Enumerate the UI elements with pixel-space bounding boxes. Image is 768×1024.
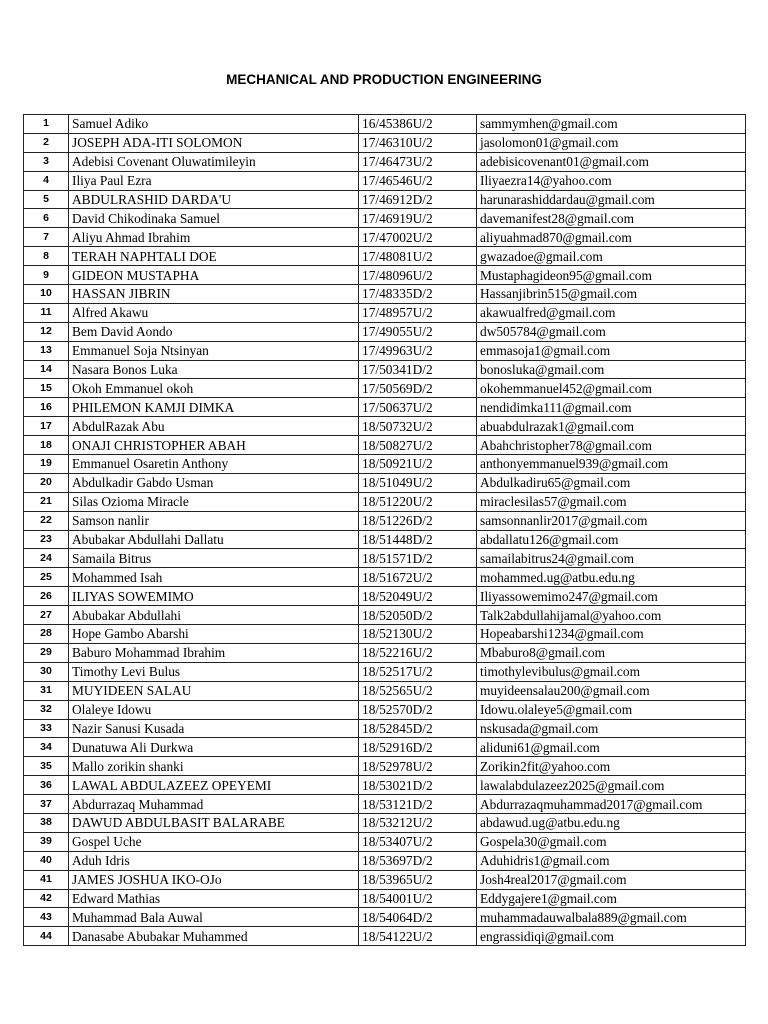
student-email: Gospela30@gmail.com <box>477 832 746 851</box>
registration-number: 18/51448D/2 <box>359 530 477 549</box>
registration-number: 17/49963U/2 <box>359 341 477 360</box>
row-number: 29 <box>24 643 69 662</box>
student-email: harunarashiddardau@gmail.com <box>477 190 746 209</box>
table-row <box>24 190 746 209</box>
registration-number: 17/48335D/2 <box>359 285 477 304</box>
registration-number: 18/54122U/2 <box>359 927 477 946</box>
registration-number: 18/51220U/2 <box>359 492 477 511</box>
registration-number: 18/52565U/2 <box>359 681 477 700</box>
student-name: Olaleye Idowu <box>69 700 359 719</box>
registration-number: 18/51672U/2 <box>359 568 477 587</box>
table-row <box>24 247 746 266</box>
row-number: 1 <box>24 115 69 134</box>
row-number: 5 <box>24 190 69 209</box>
row-number: 17 <box>24 417 69 436</box>
registration-number: 18/53965U/2 <box>359 870 477 889</box>
registration-number: 18/53121D/2 <box>359 795 477 814</box>
student-name: Emmanuel Osaretin Anthony <box>69 455 359 474</box>
row-number: 16 <box>24 398 69 417</box>
registration-number: 17/46919U/2 <box>359 209 477 228</box>
table-row <box>24 587 746 606</box>
registration-number: 18/52978U/2 <box>359 757 477 776</box>
registration-number: 18/51571D/2 <box>359 549 477 568</box>
row-number: 24 <box>24 549 69 568</box>
student-name: Emmanuel Soja Ntsinyan <box>69 341 359 360</box>
student-name: Samson nanlir <box>69 511 359 530</box>
row-number: 11 <box>24 303 69 322</box>
registration-number: 18/53697D/2 <box>359 851 477 870</box>
student-email: abdawud.ug@atbu.edu.ng <box>477 813 746 832</box>
student-name: Nasara Bonos Luka <box>69 360 359 379</box>
registration-number: 17/47002U/2 <box>359 228 477 247</box>
student-email: Zorikin2fit@yahoo.com <box>477 757 746 776</box>
student-name: Abubakar Abdullahi <box>69 606 359 625</box>
student-email: adebisicovenant01@gmail.com <box>477 152 746 171</box>
row-number: 3 <box>24 152 69 171</box>
student-name: Timothy Levi Bulus <box>69 662 359 681</box>
table-row <box>24 511 746 530</box>
row-number: 9 <box>24 266 69 285</box>
table-row <box>24 662 746 681</box>
table-row <box>24 398 746 417</box>
row-number: 14 <box>24 360 69 379</box>
student-email: timothylevibulus@gmail.com <box>477 662 746 681</box>
registration-number: 18/51049U/2 <box>359 473 477 492</box>
table-row <box>24 341 746 360</box>
registration-number: 18/50732U/2 <box>359 417 477 436</box>
registration-number: 17/48096U/2 <box>359 266 477 285</box>
table-row <box>24 455 746 474</box>
student-email: miraclesilas57@gmail.com <box>477 492 746 511</box>
student-email: engrassidiqi@gmail.com <box>477 927 746 946</box>
row-number: 25 <box>24 568 69 587</box>
registration-number: 18/52916D/2 <box>359 738 477 757</box>
student-name: HASSAN JIBRIN <box>69 285 359 304</box>
registration-number: 17/46473U/2 <box>359 152 477 171</box>
registration-number: 18/50921U/2 <box>359 455 477 474</box>
student-name: Alfred Akawu <box>69 303 359 322</box>
table-row <box>24 209 746 228</box>
student-email: nskusada@gmail.com <box>477 719 746 738</box>
student-email: akawualfred@gmail.com <box>477 303 746 322</box>
table-row <box>24 473 746 492</box>
student-email: lawalabdulazeez2025@gmail.com <box>477 776 746 795</box>
row-number: 4 <box>24 171 69 190</box>
table-row <box>24 568 746 587</box>
row-number: 35 <box>24 757 69 776</box>
student-name: Danasabe Abubakar Muhammed <box>69 927 359 946</box>
row-number: 12 <box>24 322 69 341</box>
student-name: ONAJI CHRISTOPHER ABAH <box>69 436 359 455</box>
student-name: Abubakar Abdullahi Dallatu <box>69 530 359 549</box>
table-row <box>24 303 746 322</box>
student-name: GIDEON MUSTAPHA <box>69 266 359 285</box>
table-row <box>24 795 746 814</box>
student-email: Iliyassowemimo247@gmail.com <box>477 587 746 606</box>
row-number: 21 <box>24 492 69 511</box>
student-email: aliyuahmad870@gmail.com <box>477 228 746 247</box>
student-email: davemanifest28@gmail.com <box>477 209 746 228</box>
row-number: 32 <box>24 700 69 719</box>
student-email: Josh4real2017@gmail.com <box>477 870 746 889</box>
student-name: Samaila Bitrus <box>69 549 359 568</box>
registration-number: 18/52845D/2 <box>359 719 477 738</box>
row-number: 28 <box>24 625 69 644</box>
registration-number: 18/52049U/2 <box>359 587 477 606</box>
table-row <box>24 776 746 795</box>
student-email: muyideensalau200@gmail.com <box>477 681 746 700</box>
student-name: David Chikodinaka Samuel <box>69 209 359 228</box>
student-name: AbdulRazak Abu <box>69 417 359 436</box>
student-name: Samuel Adiko <box>69 115 359 134</box>
row-number: 18 <box>24 436 69 455</box>
student-name: TERAH NAPHTALI DOE <box>69 247 359 266</box>
row-number: 34 <box>24 738 69 757</box>
table-row <box>24 492 746 511</box>
student-email: Idowu.olaleye5@gmail.com <box>477 700 746 719</box>
student-email: Iliyaezra14@yahoo.com <box>477 171 746 190</box>
registration-number: 18/54064D/2 <box>359 908 477 927</box>
table-row <box>24 266 746 285</box>
student-name: ILIYAS SOWEMIMO <box>69 587 359 606</box>
registration-number: 18/50827U/2 <box>359 436 477 455</box>
row-number: 22 <box>24 511 69 530</box>
student-email: Eddygajere1@gmail.com <box>477 889 746 908</box>
row-number: 41 <box>24 870 69 889</box>
student-email: sammymhen@gmail.com <box>477 115 746 134</box>
student-email: samsonnanlir2017@gmail.com <box>477 511 746 530</box>
row-number: 36 <box>24 776 69 795</box>
student-email: Abdurrazaqmuhammad2017@gmail.com <box>477 795 746 814</box>
row-number: 26 <box>24 587 69 606</box>
table-row <box>24 700 746 719</box>
registration-number: 17/50341D/2 <box>359 360 477 379</box>
student-name: Adebisi Covenant Oluwatimileyin <box>69 152 359 171</box>
row-number: 30 <box>24 662 69 681</box>
student-name: JAMES JOSHUA IKO-OJo <box>69 870 359 889</box>
student-name: Abdurrazaq Muhammad <box>69 795 359 814</box>
row-number: 44 <box>24 927 69 946</box>
registration-number: 18/51226D/2 <box>359 511 477 530</box>
table-row <box>24 360 746 379</box>
student-name: LAWAL ABDULAZEEZ OPEYEMI <box>69 776 359 795</box>
student-name: DAWUD ABDULBASIT BALARABE <box>69 813 359 832</box>
table-row <box>24 549 746 568</box>
student-name: Aduh Idris <box>69 851 359 870</box>
table-row <box>24 322 746 341</box>
registration-number: 18/52570D/2 <box>359 700 477 719</box>
student-name: JOSEPH ADA-ITI SOLOMON <box>69 133 359 152</box>
row-number: 31 <box>24 681 69 700</box>
table-row <box>24 285 746 304</box>
table-row <box>24 927 746 946</box>
student-email: samailabitrus24@gmail.com <box>477 549 746 568</box>
row-number: 10 <box>24 285 69 304</box>
student-email: Mbaburo8@gmail.com <box>477 643 746 662</box>
student-name: Bem David Aondo <box>69 322 359 341</box>
table-row <box>24 152 746 171</box>
table-row <box>24 228 746 247</box>
table-row <box>24 115 746 134</box>
student-email: gwazadoe@gmail.com <box>477 247 746 266</box>
row-number: 43 <box>24 908 69 927</box>
student-name: Mallo zorikin shanki <box>69 757 359 776</box>
row-number: 19 <box>24 455 69 474</box>
student-email: mohammed.ug@atbu.edu.ng <box>477 568 746 587</box>
student-name: ABDULRASHID DARDA'U <box>69 190 359 209</box>
student-email: anthonyemmanuel939@gmail.com <box>477 455 746 474</box>
student-email: jasolomon01@gmail.com <box>477 133 746 152</box>
table-row <box>24 530 746 549</box>
row-number: 15 <box>24 379 69 398</box>
student-name: Gospel Uche <box>69 832 359 851</box>
table-row <box>24 832 746 851</box>
student-name: Hope Gambo Abarshi <box>69 625 359 644</box>
table-row <box>24 625 746 644</box>
table-row <box>24 870 746 889</box>
student-email: Hopeabarshi1234@gmail.com <box>477 625 746 644</box>
row-number: 39 <box>24 832 69 851</box>
registration-number: 18/52130U/2 <box>359 625 477 644</box>
row-number: 40 <box>24 851 69 870</box>
registration-number: 17/46546U/2 <box>359 171 477 190</box>
row-number: 33 <box>24 719 69 738</box>
student-name: Aliyu Ahmad Ibrahim <box>69 228 359 247</box>
row-number: 42 <box>24 889 69 908</box>
registration-number: 17/46310U/2 <box>359 133 477 152</box>
student-email: Talk2abdullahijamal@yahoo.com <box>477 606 746 625</box>
table-row <box>24 379 746 398</box>
student-name: PHILEMON KAMJI DIMKA <box>69 398 359 417</box>
student-name: Iliya Paul Ezra <box>69 171 359 190</box>
row-number: 13 <box>24 341 69 360</box>
registration-number: 18/52517U/2 <box>359 662 477 681</box>
registration-number: 17/50637U/2 <box>359 398 477 417</box>
row-number: 2 <box>24 133 69 152</box>
registration-number: 17/48957U/2 <box>359 303 477 322</box>
student-name: MUYIDEEN SALAU <box>69 681 359 700</box>
table-row <box>24 757 746 776</box>
row-number: 7 <box>24 228 69 247</box>
student-email: okohemmanuel452@gmail.com <box>477 379 746 398</box>
row-number: 6 <box>24 209 69 228</box>
row-number: 38 <box>24 813 69 832</box>
table-row <box>24 813 746 832</box>
row-number: 23 <box>24 530 69 549</box>
student-email: muhammadauwalbala889@gmail.com <box>477 908 746 927</box>
student-table <box>23 114 746 946</box>
student-name: Nazir Sanusi Kusada <box>69 719 359 738</box>
registration-number: 18/53212U/2 <box>359 813 477 832</box>
registration-number: 16/45386U/2 <box>359 115 477 134</box>
table-row <box>24 889 746 908</box>
student-email: abuabdulrazak1@gmail.com <box>477 417 746 436</box>
registration-number: 18/52050D/2 <box>359 606 477 625</box>
table-row <box>24 908 746 927</box>
student-email: abdallatu126@gmail.com <box>477 530 746 549</box>
document-title: MECHANICAL AND PRODUCTION ENGINEERING <box>226 72 542 87</box>
registration-number: 18/54001U/2 <box>359 889 477 908</box>
student-email: nendidimka111@gmail.com <box>477 398 746 417</box>
student-name: Baburo Mohammad Ibrahim <box>69 643 359 662</box>
student-name: Muhammad Bala Auwal <box>69 908 359 927</box>
row-number: 8 <box>24 247 69 266</box>
table-row <box>24 171 746 190</box>
student-name: Edward Mathias <box>69 889 359 908</box>
registration-number: 17/50569D/2 <box>359 379 477 398</box>
student-email: Aduhidris1@gmail.com <box>477 851 746 870</box>
registration-number: 17/49055U/2 <box>359 322 477 341</box>
student-name: Okoh Emmanuel okoh <box>69 379 359 398</box>
student-email: Abahchristopher78@gmail.com <box>477 436 746 455</box>
table-row <box>24 719 746 738</box>
table-row <box>24 851 746 870</box>
row-number: 37 <box>24 795 69 814</box>
table-row <box>24 417 746 436</box>
student-name: Abdulkadir Gabdo Usman <box>69 473 359 492</box>
student-name: Silas Ozioma Miracle <box>69 492 359 511</box>
student-name: Dunatuwa Ali Durkwa <box>69 738 359 757</box>
student-email: dw505784@gmail.com <box>477 322 746 341</box>
student-name: Mohammed Isah <box>69 568 359 587</box>
student-email: aliduni61@gmail.com <box>477 738 746 757</box>
registration-number: 18/52216U/2 <box>359 643 477 662</box>
student-email: bonosluka@gmail.com <box>477 360 746 379</box>
row-number: 20 <box>24 473 69 492</box>
registration-number: 17/46912D/2 <box>359 190 477 209</box>
registration-number: 18/53021D/2 <box>359 776 477 795</box>
table-row <box>24 643 746 662</box>
registration-number: 17/48081U/2 <box>359 247 477 266</box>
table-row <box>24 606 746 625</box>
table-row <box>24 738 746 757</box>
student-email: Mustaphagideon95@gmail.com <box>477 266 746 285</box>
student-email: emmasoja1@gmail.com <box>477 341 746 360</box>
table-row <box>24 436 746 455</box>
student-email: Hassanjibrin515@gmail.com <box>477 285 746 304</box>
table-row <box>24 133 746 152</box>
table-row <box>24 681 746 700</box>
row-number: 27 <box>24 606 69 625</box>
registration-number: 18/53407U/2 <box>359 832 477 851</box>
student-email: Abdulkadiru65@gmail.com <box>477 473 746 492</box>
